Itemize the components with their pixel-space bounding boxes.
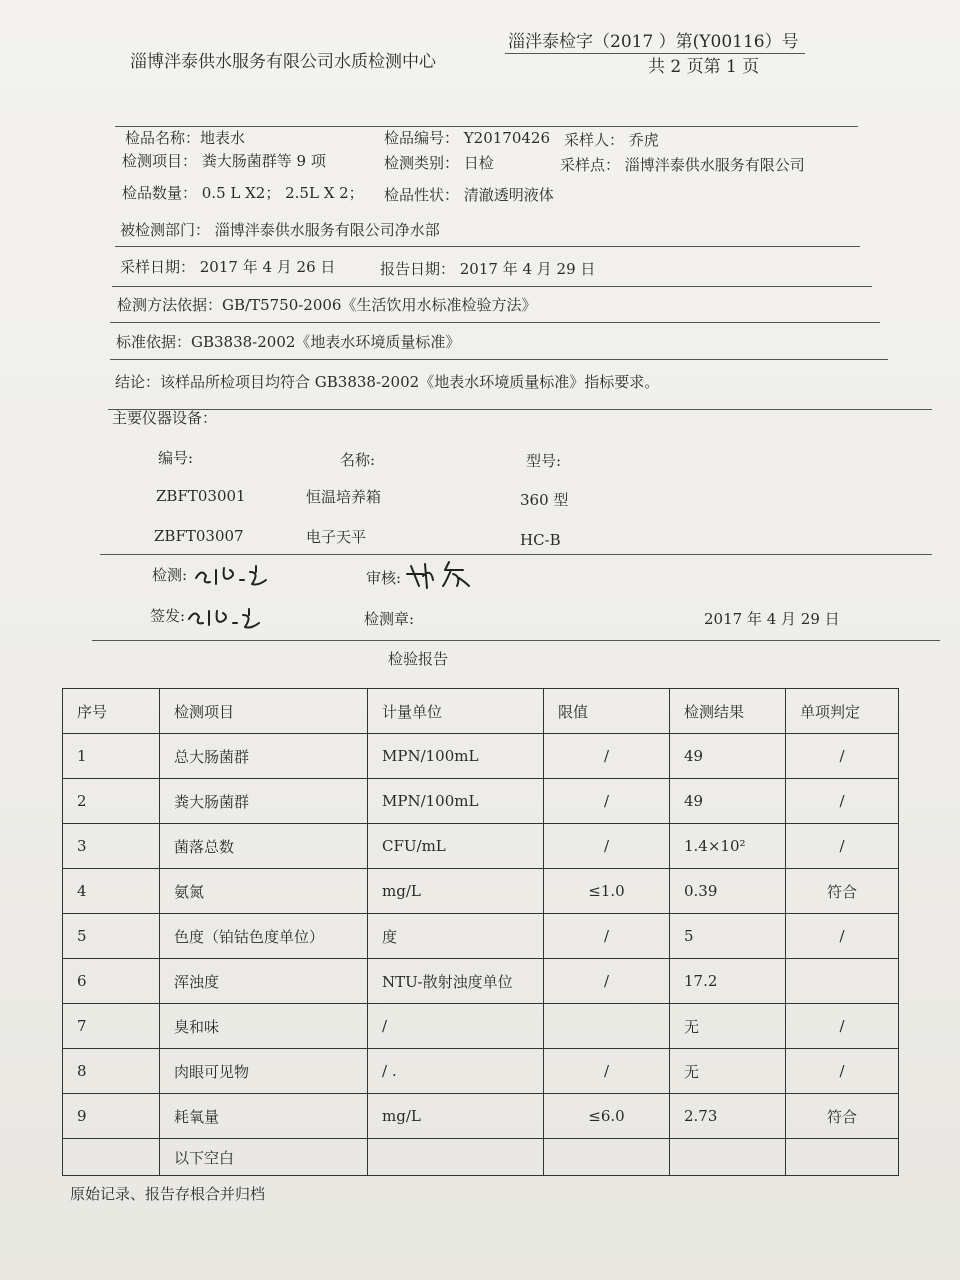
- cell-result: 17.2: [670, 959, 786, 1004]
- equipment-divider: [100, 554, 932, 555]
- table-header-row: [63, 689, 899, 734]
- standard-divider: [110, 359, 888, 360]
- stamp-label: 检测章:: [364, 610, 415, 628]
- table-row: [63, 869, 899, 914]
- cell-limit: /: [544, 1049, 670, 1094]
- sampling-date: 采样日期： 2017 年 4 月 26 日: [120, 258, 336, 276]
- dept-divider: [115, 246, 860, 247]
- cell-limit: /: [544, 914, 670, 959]
- cell-seq: 9: [63, 1094, 160, 1139]
- cell-item: 以下空白: [160, 1139, 368, 1176]
- document-number: 淄泮泰检字（2017 ）第(Y00116）号: [508, 32, 799, 52]
- cell-seq: 8: [63, 1049, 160, 1094]
- cell-judgement: [786, 1139, 899, 1176]
- equipment-no-1: ZBFT03001: [156, 487, 246, 505]
- date-divider: [112, 286, 872, 287]
- archive-note: 原始记录、报告存根合并归档: [70, 1185, 266, 1203]
- issuer-label: 签发:: [150, 607, 186, 625]
- cell-limit: ≤1.0: [544, 869, 670, 914]
- cell-judgement: /: [786, 824, 899, 869]
- header-judgement: 单项判定: [786, 689, 899, 734]
- header-result: 检测结果: [670, 689, 786, 734]
- cell-limit: ≤6.0: [544, 1094, 670, 1139]
- cell-unit: /: [368, 1004, 544, 1049]
- sampler: 采样人： 乔虎: [564, 131, 659, 149]
- table-row-blank: [63, 1139, 899, 1176]
- cell-seq: 2: [63, 779, 160, 824]
- cell-seq: [63, 1139, 160, 1176]
- org-title: 淄博泮泰供水服务有限公司水质检测中心: [130, 52, 436, 72]
- equipment-name-2: 电子天平: [306, 528, 367, 546]
- cell-unit: CFU/mL: [368, 824, 544, 869]
- conclusion-divider: [108, 409, 932, 410]
- cell-result: 49: [670, 734, 786, 779]
- report-date: 报告日期： 2017 年 4 月 29 日: [380, 260, 596, 278]
- cell-limit: [544, 1139, 670, 1176]
- cell-limit: /: [544, 734, 670, 779]
- cell-item: 色度（铂钴色度单位）: [160, 914, 368, 959]
- cell-item: 耗氧量: [160, 1094, 368, 1139]
- equipment-model-2: HC-B: [520, 531, 561, 549]
- equipment-name-1: 恒温培养箱: [306, 488, 382, 506]
- tested-department: 被检测部门： 淄博泮泰供水服务有限公司净水部: [120, 221, 440, 239]
- table-row: [63, 824, 899, 869]
- method-divider: [110, 322, 880, 323]
- cell-judgement: /: [786, 1004, 899, 1049]
- cell-seq: 3: [63, 824, 160, 869]
- cell-seq: 4: [63, 869, 160, 914]
- cell-unit: [368, 1139, 544, 1176]
- cell-judgement: /: [786, 914, 899, 959]
- equipment-col-no: 编号:: [158, 449, 194, 467]
- cell-seq: 1: [63, 734, 160, 779]
- table-row: [63, 1004, 899, 1049]
- cell-unit: / .: [368, 1049, 544, 1094]
- header-limit: 限值: [544, 689, 670, 734]
- cell-seq: 5: [63, 914, 160, 959]
- table-row: [63, 1094, 899, 1139]
- table-row: [63, 1049, 899, 1094]
- cell-limit: /: [544, 779, 670, 824]
- sign-date: 2017 年 4 月 29 日: [704, 610, 840, 628]
- cell-judgement: /: [786, 779, 899, 824]
- cell-unit: 度: [368, 914, 544, 959]
- cell-result: 2.73: [670, 1094, 786, 1139]
- cell-judgement: [786, 959, 899, 1004]
- cell-unit: MPN/100mL: [368, 734, 544, 779]
- sample-point: 采样点： 淄博泮泰供水服务有限公司: [560, 156, 805, 174]
- reviewer-signature: [405, 560, 515, 590]
- equipment-col-name: 名称:: [340, 451, 376, 469]
- cell-item: 臭和味: [160, 1004, 368, 1049]
- cell-judgement: 符合: [786, 1094, 899, 1139]
- standard-basis: 标准依据：GB3838-2002《地表水环境质量标准》: [116, 333, 461, 351]
- equipment-model-1: 360 型: [520, 491, 569, 509]
- cell-unit: mg/L: [368, 1094, 544, 1139]
- test-type: 检测类别： 日检: [384, 154, 494, 172]
- cell-item: 菌落总数: [160, 824, 368, 869]
- cell-seq: 7: [63, 1004, 160, 1049]
- cell-unit: MPN/100mL: [368, 779, 544, 824]
- cell-judgement: /: [786, 734, 899, 779]
- page-info: 共 2 页第 1 页: [648, 57, 760, 77]
- cell-unit: mg/L: [368, 869, 544, 914]
- table-row: [63, 779, 899, 824]
- sample-number: 检品编号： Y20170426: [384, 129, 551, 147]
- sample-name: 检品名称：地表水: [125, 129, 246, 147]
- cell-limit: /: [544, 959, 670, 1004]
- cell-item: 氨氮: [160, 869, 368, 914]
- table-row: [63, 959, 899, 1004]
- cell-item: 粪大肠菌群: [160, 779, 368, 824]
- header-seq: 序号: [63, 689, 160, 734]
- signature-divider: [92, 640, 940, 641]
- cell-result: [670, 1139, 786, 1176]
- tester-label: 检测:: [152, 566, 188, 584]
- tester-signature: [192, 560, 302, 590]
- header-item: 检测项目: [160, 689, 368, 734]
- cell-result: 无: [670, 1004, 786, 1049]
- cell-result: 0.39: [670, 869, 786, 914]
- table-row: [63, 734, 899, 779]
- test-items: 检测项目： 粪大肠菌群等 9 项: [122, 152, 326, 170]
- report-title: 检验报告: [388, 650, 449, 668]
- test-method: 检测方法依据：GB/T5750-2006《生活饮用水标准检验方法》: [117, 296, 537, 314]
- equipment-title: 主要仪器设备：: [112, 409, 218, 427]
- cell-judgement: /: [786, 1049, 899, 1094]
- header-unit: 计量单位: [368, 689, 544, 734]
- conclusion: 结论：该样品所检项目均符合 GB3838-2002《地表水环境质量标准》指标要求。: [115, 373, 660, 391]
- cell-limit: [544, 1004, 670, 1049]
- cell-limit: /: [544, 824, 670, 869]
- doc-number-underline: [505, 53, 805, 54]
- cell-judgement: 符合: [786, 869, 899, 914]
- header-divider: [115, 126, 858, 127]
- cell-result: 1.4×10²: [670, 824, 786, 869]
- cell-item: 总大肠菌群: [160, 734, 368, 779]
- report-table: [62, 688, 899, 1176]
- cell-result: 49: [670, 779, 786, 824]
- reviewer-label: 审核:: [366, 569, 402, 587]
- equipment-col-model: 型号:: [526, 452, 562, 470]
- sample-quantity: 检品数量： 0.5 L X2； 2.5L X 2；: [122, 184, 364, 202]
- cell-result: 无: [670, 1049, 786, 1094]
- cell-unit: NTU-散射浊度单位: [368, 959, 544, 1004]
- sample-property: 检品性状： 清澈透明液体: [384, 186, 554, 204]
- equipment-no-2: ZBFT03007: [154, 527, 244, 545]
- cell-seq: 6: [63, 959, 160, 1004]
- cell-item: 浑浊度: [160, 959, 368, 1004]
- cell-item: 肉眼可见物: [160, 1049, 368, 1094]
- issuer-signature: [185, 603, 295, 633]
- cell-result: 5: [670, 914, 786, 959]
- table-row: [63, 914, 899, 959]
